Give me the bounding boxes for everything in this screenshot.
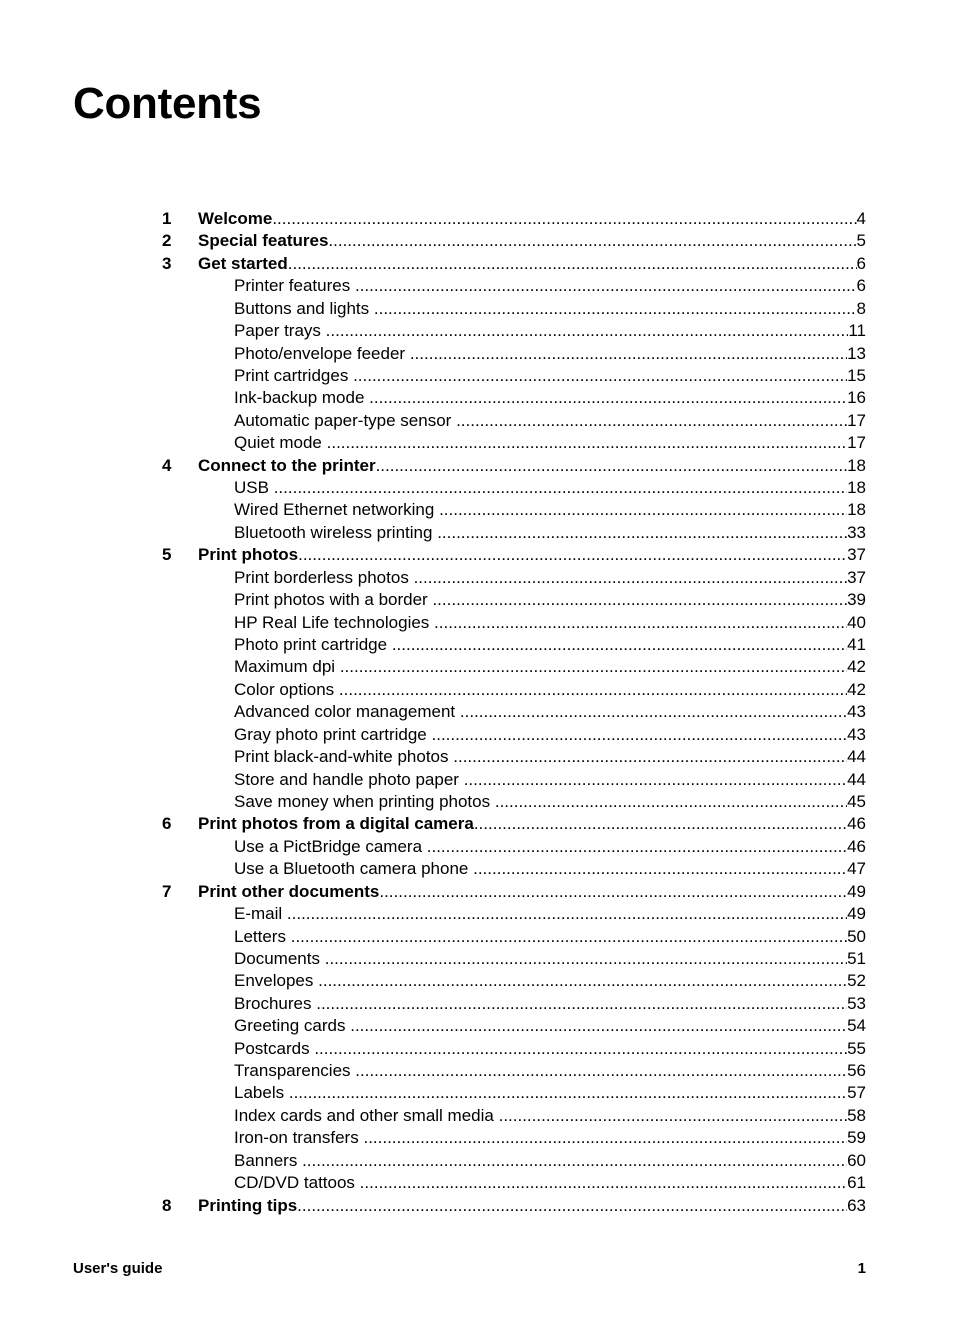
toc-entry-label: Quiet mode <box>234 433 322 453</box>
dot-leader <box>360 1172 847 1194</box>
toc-entry <box>198 387 866 409</box>
dot-leader <box>495 791 847 813</box>
toc-page-number: 42 <box>847 679 866 699</box>
toc-section-row[interactable] <box>162 499 866 521</box>
dot-leader <box>355 275 857 297</box>
toc-page-number: 42 <box>847 657 866 677</box>
chapter-number: 1 <box>162 209 172 228</box>
toc-page-number: 54 <box>847 1016 866 1036</box>
toc-entry-label: Save money when printing photos <box>234 791 491 811</box>
toc-page-number: 45 <box>847 791 866 811</box>
toc-entry-label: HP Real Life technologies <box>234 612 430 632</box>
dot-leader <box>339 679 847 701</box>
toc-entry <box>198 836 866 858</box>
toc-section-row[interactable] <box>162 1038 866 1060</box>
toc-page-number: 13 <box>847 343 866 363</box>
toc-chapter-row[interactable] <box>162 253 866 275</box>
toc-page-number: 60 <box>847 1150 866 1170</box>
toc-entry <box>198 544 866 566</box>
toc-page-number: 43 <box>847 724 866 744</box>
toc-entry-label: Postcards <box>234 1038 310 1058</box>
toc-entry <box>198 746 866 768</box>
toc-entry-label: Photo/envelope feeder <box>234 343 406 363</box>
dot-leader <box>350 1015 847 1037</box>
toc-section-row[interactable] <box>162 1015 866 1037</box>
toc-page-number: 18 <box>847 455 866 475</box>
toc-entry-label: Print photos from a digital camera <box>198 814 474 834</box>
toc-entry <box>198 701 866 723</box>
chapter-number: 3 <box>162 253 172 273</box>
toc-section-row[interactable] <box>162 634 866 656</box>
toc-entry <box>198 1172 866 1194</box>
table-of-contents <box>162 208 866 1217</box>
toc-page-number: 43 <box>847 702 866 722</box>
toc-page-number: 4 <box>856 209 866 228</box>
footer-page-number: 1 <box>857 1260 866 1277</box>
toc-chapter-row[interactable] <box>162 1195 866 1217</box>
toc-page-number: 55 <box>847 1038 866 1058</box>
toc-entry <box>198 813 866 835</box>
toc-entry <box>198 1195 866 1217</box>
toc-section-row[interactable] <box>162 701 866 723</box>
dot-leader <box>427 836 847 858</box>
toc-entry <box>198 993 866 1015</box>
dot-leader <box>314 1038 847 1060</box>
chapter-number: 5 <box>162 545 172 565</box>
toc-section-row[interactable] <box>162 1150 866 1172</box>
toc-entry <box>198 948 866 970</box>
dot-leader <box>369 387 847 409</box>
toc-section-row[interactable] <box>162 477 866 499</box>
dot-leader <box>374 298 857 320</box>
toc-entry <box>198 1082 866 1104</box>
toc-section-row[interactable] <box>162 1172 866 1194</box>
toc-entry <box>198 589 866 611</box>
toc-entry <box>198 903 866 925</box>
toc-entry-label: Print black-and-white photos <box>234 747 449 767</box>
toc-entry-label: Bluetooth wireless printing <box>234 522 433 542</box>
toc-page-number: 16 <box>847 388 866 408</box>
toc-section-row[interactable] <box>162 970 866 992</box>
toc-entry <box>198 1015 866 1037</box>
dot-leader <box>456 410 847 432</box>
toc-entry <box>198 791 866 813</box>
toc-section-row[interactable] <box>162 365 866 387</box>
dot-leader <box>353 365 847 387</box>
dot-leader <box>289 1082 847 1104</box>
toc-entry-label: Automatic paper-type sensor <box>234 410 452 430</box>
toc-page-number: 46 <box>847 814 866 834</box>
toc-section-row[interactable] <box>162 858 866 880</box>
toc-entry <box>198 230 866 252</box>
toc-chapter-row[interactable] <box>162 813 866 835</box>
toc-entry-label: Print borderless photos <box>234 567 409 587</box>
toc-section-row[interactable] <box>162 679 866 701</box>
toc-entry <box>198 858 866 880</box>
dot-leader <box>328 230 856 252</box>
toc-entry <box>198 1127 866 1149</box>
toc-entry <box>198 1038 866 1060</box>
chapter-number: 6 <box>162 814 172 834</box>
dot-leader <box>410 343 847 365</box>
toc-section-row[interactable] <box>162 589 866 611</box>
toc-section-row[interactable] <box>162 612 866 634</box>
toc-entry <box>198 298 866 320</box>
toc-section-row[interactable] <box>162 948 866 970</box>
toc-entry-label: Advanced color management <box>234 702 456 722</box>
toc-entry-label: Paper trays <box>234 321 321 341</box>
toc-entry <box>198 253 866 275</box>
toc-entry <box>198 567 866 589</box>
toc-page-number: 5 <box>856 231 866 251</box>
toc-page-number: 47 <box>847 859 866 879</box>
toc-section-row[interactable] <box>162 387 866 409</box>
toc-page-number: 51 <box>847 948 866 968</box>
toc-section-row[interactable] <box>162 746 866 768</box>
toc-page-number: 49 <box>847 881 866 901</box>
dot-leader <box>287 903 847 925</box>
page-title: Contents <box>73 79 262 128</box>
toc-section-row[interactable] <box>162 769 866 791</box>
dot-leader <box>318 970 847 992</box>
toc-entry-label: Print other documents <box>198 881 380 901</box>
toc-entry <box>198 477 866 499</box>
toc-page-number: 33 <box>847 522 866 542</box>
dot-leader <box>316 993 847 1015</box>
toc-entry-label: Welcome <box>198 209 273 228</box>
toc-page-number: 39 <box>847 590 866 610</box>
toc-page-number: 61 <box>847 1173 866 1193</box>
dot-leader <box>291 926 847 948</box>
toc-page-number: 6 <box>856 276 866 296</box>
toc-entry-label: Get started <box>198 253 288 273</box>
toc-section-row[interactable] <box>162 567 866 589</box>
dot-leader <box>499 1105 847 1127</box>
toc-entry-label: Gray photo print cartridge <box>234 724 427 744</box>
toc-entry <box>198 208 866 230</box>
dot-leader <box>432 724 848 746</box>
toc-page-number: 18 <box>847 500 866 520</box>
chapter-number: 8 <box>162 1195 172 1215</box>
toc-page-number: 41 <box>847 635 866 655</box>
dot-leader <box>302 1150 847 1172</box>
dot-leader <box>474 813 847 835</box>
toc-section-row[interactable] <box>162 410 866 432</box>
toc-entry-label: Store and handle photo paper <box>234 769 459 789</box>
dot-leader <box>363 1127 847 1149</box>
dot-leader <box>439 499 847 521</box>
dot-leader <box>376 455 848 477</box>
toc-entry <box>198 499 866 521</box>
toc-section-row[interactable] <box>162 903 866 925</box>
toc-entry <box>198 926 866 948</box>
toc-entry-label: Letters <box>234 926 286 946</box>
toc-chapter-row[interactable] <box>162 208 866 230</box>
dot-leader <box>464 769 847 791</box>
toc-entry-label: USB <box>234 478 269 498</box>
footer-document-title: User's guide <box>73 1260 163 1277</box>
toc-entry-label: Index cards and other small media <box>234 1105 494 1125</box>
toc-page-number: 58 <box>847 1105 866 1125</box>
toc-entry-label: Iron-on transfers <box>234 1128 359 1148</box>
dot-leader <box>272 208 856 230</box>
toc-chapter-row[interactable] <box>162 881 866 903</box>
dot-leader <box>325 948 847 970</box>
toc-entry-label: Special features <box>198 231 329 251</box>
toc-entry-label: Photo print cartridge <box>234 635 388 655</box>
toc-section-row[interactable] <box>162 320 866 342</box>
toc-page-number: 8 <box>856 298 866 318</box>
toc-entry-label: Envelopes <box>234 971 314 991</box>
toc-entry-label: Printing tips <box>198 1195 298 1215</box>
toc-entry <box>198 455 866 477</box>
toc-entry <box>198 612 866 634</box>
toc-section-row[interactable] <box>162 926 866 948</box>
toc-page-number: 44 <box>847 747 866 767</box>
dot-leader <box>434 612 847 634</box>
dot-leader <box>288 253 857 275</box>
toc-page-number: 59 <box>847 1128 866 1148</box>
toc-section-row[interactable] <box>162 275 866 297</box>
toc-page-number: 52 <box>847 971 866 991</box>
toc-section-row[interactable] <box>162 1082 866 1104</box>
toc-entry-label: Transparencies <box>234 1061 351 1081</box>
toc-section-row[interactable] <box>162 343 866 365</box>
toc-section-row[interactable] <box>162 791 866 813</box>
toc-entry <box>198 881 866 903</box>
toc-section-row[interactable] <box>162 298 866 320</box>
dot-leader <box>355 1060 847 1082</box>
toc-section-row[interactable] <box>162 1105 866 1127</box>
dot-leader <box>392 634 847 656</box>
dot-leader <box>473 858 847 880</box>
toc-page-number: 37 <box>847 545 866 565</box>
toc-entry-label: Wired Ethernet networking <box>234 500 435 520</box>
toc-entry <box>198 275 866 297</box>
toc-entry-label: Buttons and lights <box>234 298 370 318</box>
dot-leader <box>274 477 847 499</box>
dot-leader <box>414 567 848 589</box>
chapter-number: 7 <box>162 881 172 901</box>
toc-entry <box>198 1105 866 1127</box>
toc-entry <box>198 343 866 365</box>
toc-entry-label: Color options <box>234 679 335 699</box>
toc-chapter-row[interactable] <box>162 230 866 252</box>
toc-entry-label: E-mail <box>234 904 283 924</box>
toc-entry-label: Print cartridges <box>234 365 349 385</box>
toc-page-number: 37 <box>847 567 866 587</box>
toc-page-number: 15 <box>847 365 866 385</box>
toc-page-number: 50 <box>847 926 866 946</box>
toc-entry <box>198 365 866 387</box>
toc-page-number: 46 <box>847 836 866 856</box>
toc-page-number: 40 <box>847 612 866 632</box>
toc-section-row[interactable] <box>162 1127 866 1149</box>
toc-chapter-row[interactable] <box>162 455 866 477</box>
toc-entry <box>198 656 866 678</box>
toc-page-number: 44 <box>847 769 866 789</box>
toc-section-row[interactable] <box>162 522 866 544</box>
toc-page-number: 57 <box>847 1083 866 1103</box>
toc-chapter-row[interactable] <box>162 544 866 566</box>
toc-entry-label: CD/DVD tattoos <box>234 1173 355 1193</box>
dot-leader <box>437 522 847 544</box>
toc-entry <box>198 724 866 746</box>
dot-leader <box>432 589 847 611</box>
toc-entry-label: Use a PictBridge camera <box>234 836 423 856</box>
toc-section-row[interactable] <box>162 993 866 1015</box>
toc-page-number: 49 <box>847 904 866 924</box>
toc-entry <box>198 432 866 454</box>
toc-entry-label: Greeting cards <box>234 1016 346 1036</box>
toc-entry <box>198 769 866 791</box>
toc-entry <box>198 1060 866 1082</box>
dot-leader <box>453 746 847 768</box>
toc-section-row[interactable] <box>162 724 866 746</box>
toc-section-row[interactable] <box>162 1060 866 1082</box>
toc-entry <box>198 1150 866 1172</box>
toc-entry-label: Maximum dpi <box>234 657 336 677</box>
toc-section-row[interactable] <box>162 432 866 454</box>
dot-leader <box>460 701 847 723</box>
toc-section-row[interactable] <box>162 836 866 858</box>
toc-entry-label: Ink-backup mode <box>234 388 365 408</box>
toc-entry <box>198 970 866 992</box>
toc-page-number: 6 <box>856 253 866 273</box>
toc-entry-label: Print photos with a border <box>234 590 428 610</box>
toc-entry-label: Printer features <box>234 276 351 296</box>
toc-entry <box>198 679 866 701</box>
dot-leader <box>326 320 849 342</box>
dot-leader <box>340 656 847 678</box>
dot-leader <box>297 1195 847 1217</box>
dot-leader <box>379 881 847 903</box>
toc-page-number: 18 <box>847 478 866 498</box>
toc-entry <box>198 320 866 342</box>
toc-entry-label: Documents <box>234 948 320 968</box>
toc-page-number: 17 <box>847 410 866 430</box>
toc-page-number: 63 <box>847 1195 866 1215</box>
toc-entry <box>198 634 866 656</box>
toc-entry-label: Labels <box>234 1083 285 1103</box>
toc-entry-label: Connect to the printer <box>198 455 376 475</box>
toc-entry-label: Use a Bluetooth camera phone <box>234 859 469 879</box>
toc-page-number: 17 <box>847 433 866 453</box>
dot-leader <box>298 544 847 566</box>
dot-leader <box>327 432 847 454</box>
toc-page-number: 53 <box>847 993 866 1013</box>
toc-entry-label: Print photos <box>198 545 299 565</box>
chapter-number: 4 <box>162 455 172 475</box>
chapter-number: 2 <box>162 231 172 251</box>
toc-entry-label: Banners <box>234 1150 298 1170</box>
toc-page-number: 56 <box>847 1061 866 1081</box>
toc-entry <box>198 410 866 432</box>
toc-entry-label: Brochures <box>234 993 312 1013</box>
toc-entry <box>198 522 866 544</box>
toc-page-number: 11 <box>848 321 866 341</box>
toc-section-row[interactable] <box>162 656 866 678</box>
